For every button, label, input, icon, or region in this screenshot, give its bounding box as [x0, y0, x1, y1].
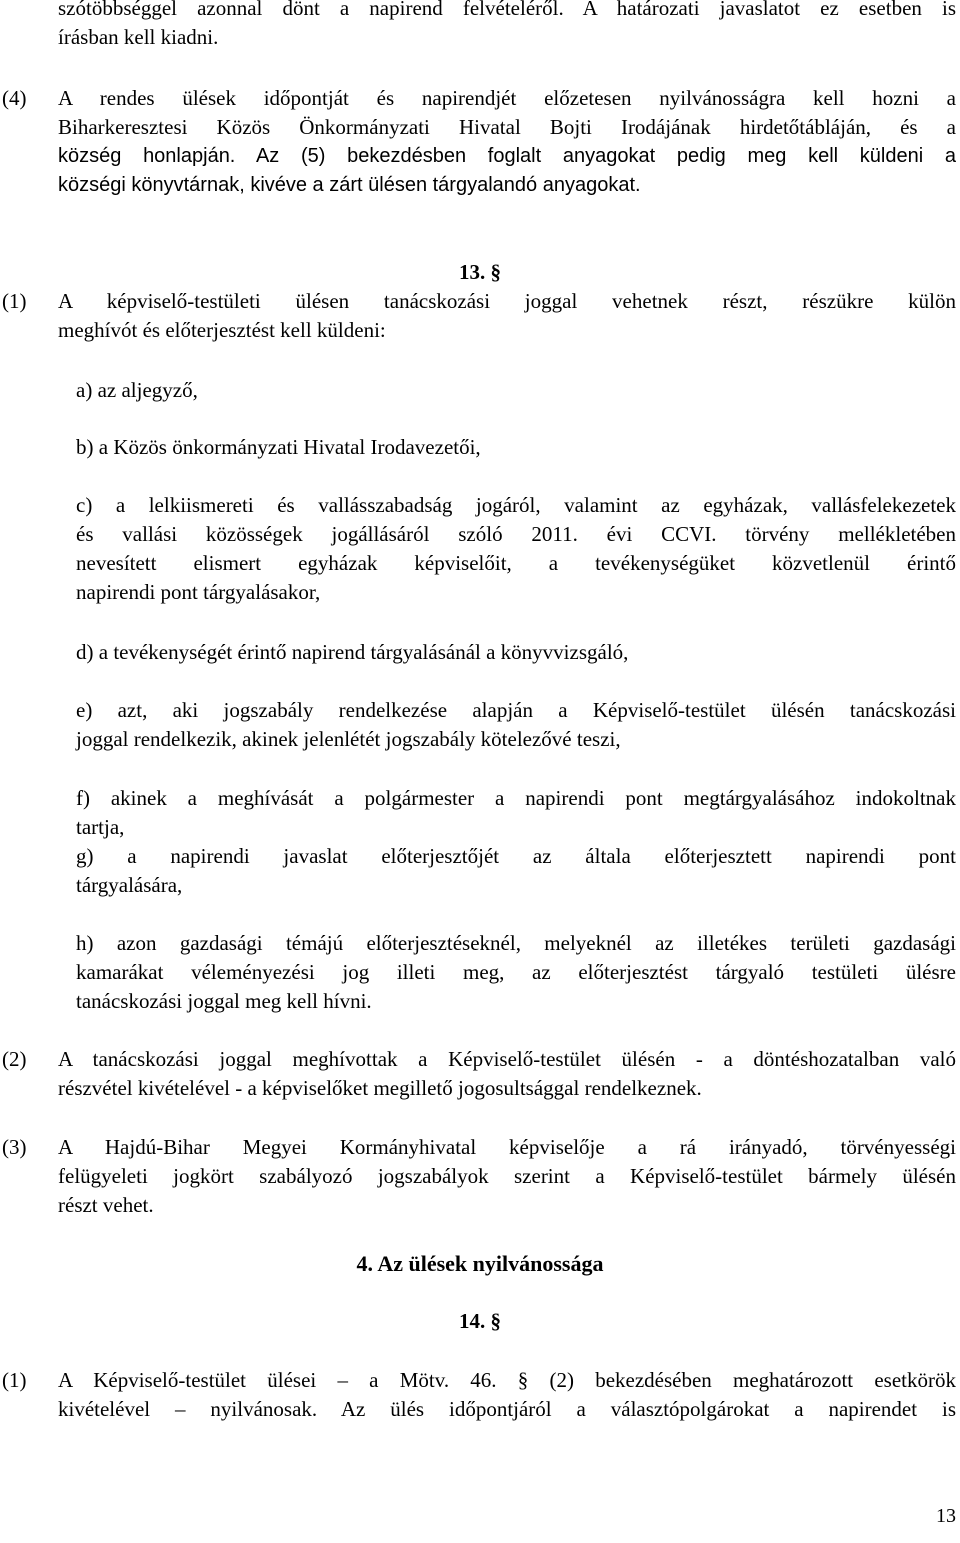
text-line: szótöbbséggel azonnal dönt a napirend felvételéről. A határozati javaslatot ez esetben is [58, 0, 956, 20]
section-14-p1-line: A Képviselő-testület ülései – a Mötv. 46. § (2) bekezdésében meghatározott esetkörök [58, 1368, 956, 1392]
list-item-e: joggal rendelkezik, akinek jelenlétét jogszabály kötelezővé teszi, [76, 727, 621, 751]
section-13-p3-line: részt vehet. [58, 1193, 154, 1217]
section-13-p3-line: felügyeleti jogkört szabályozó jogszabályok szerint a Képviselő-testület bármely ülésén [58, 1164, 956, 1188]
paragraph-4-line: község honlapján. Az (5) bekezdésben foglalt anyagokat pedig meg kell küldeni a [58, 145, 956, 167]
paragraph-number: (2) [2, 1047, 27, 1071]
list-item-c: napirendi pont tárgyalásakor, [76, 580, 321, 604]
paragraph-continuation [58, 0, 956, 23]
section-title: 13. § [459, 260, 501, 284]
section-13-p2-line: részvétel kivételével - a képviselőket megillető jogosultsággal rendelkeznek. [58, 1076, 702, 1100]
list-item-a: a) az aljegyző, [76, 378, 198, 402]
list-item-c: nevesített elismert egyházak képviselőit, a tevékenységüket közvetlenül érintő [76, 551, 956, 575]
section-title: 14. § [459, 1309, 501, 1333]
list-item-c: c) a lelkiismereti és vallásszabadság jogáról, valamint az egyházak, vallásfelekezetek [76, 493, 956, 517]
list-item-h: h) azon gazdasági témájú előterjesztéseknél, melyeknél az illetékes területi gazdasági [76, 931, 956, 955]
list-item-g: tárgyalására, [76, 873, 183, 897]
list-item-g: g) a napirendi javaslat előterjesztőjét az általa előterjesztett napirendi pont [76, 844, 956, 868]
chapter-title: 4. Az ülések nyilvánossága [356, 1251, 604, 1276]
paragraph-number: (3) [2, 1135, 27, 1159]
paragraph-number: (1) [2, 289, 27, 313]
paragraph-4-line: Biharkeresztesi Közös Önkormányzati Hivatal Bojti Irodájának hirdetőtábláján, és a [58, 115, 956, 139]
list-item-h: kamarákat véleményezési jog illeti meg, az előterjesztést tárgyaló testületi ülésre [76, 960, 956, 984]
section-13-p1-line: meghívót és előterjesztést kell küldeni: [58, 318, 386, 342]
list-item-c: és vallási közösségek jogállásáról szóló 2011. évi CCVI. törvény mellékletében [76, 522, 956, 546]
list-item-b: b) a Közös önkormányzati Hivatal Irodavezetői, [76, 435, 481, 459]
list-item-f: tartja, [76, 815, 125, 839]
section-13-p3-line: A Hajdú-Bihar Megyei Kormányhivatal képviselője a rá irányadó, törvényességi [58, 1135, 956, 1159]
paragraph-4-line: A rendes ülések időpontját és napirendjét előzetesen nyilvánosságra kell hozni a [58, 86, 956, 110]
list-item-d: d) a tevékenységét érintő napirend tárgyalásánál a könyvvizsgáló, [76, 640, 629, 664]
list-item-h: tanácskozási joggal meg kell hívni. [76, 989, 372, 1013]
section-13-p1-line: A képviselő-testületi ülésen tanácskozási joggal vehetnek részt, részükre külön [58, 289, 956, 313]
paragraph-4-line: községi könyvtárnak, kivéve a zárt ülésen tárgyalandó anyagokat. [58, 174, 641, 196]
text-line: írásban kell kiadni. [58, 25, 219, 49]
paragraph-number: (1) [2, 1368, 27, 1392]
page-number: 13 [936, 1505, 956, 1527]
paragraph-number: (4) [2, 86, 27, 110]
list-item-f: f) akinek a meghívását a polgármester a napirendi pont megtárgyalásához indokoltnak [76, 786, 956, 810]
section-13-p2-line: A tanácskozási joggal meghívottak a Képviselő-testület ülésén - a döntéshozatalban való [58, 1047, 956, 1071]
list-item-e: e) azt, aki jogszabály rendelkezése alapján a Képviselő-testület ülésén tanácskozási [76, 698, 956, 722]
section-14-p1-line: kivételével – nyilvánosak. Az ülés időpontjáról a választópolgárokat a napirendet is [58, 1397, 956, 1421]
